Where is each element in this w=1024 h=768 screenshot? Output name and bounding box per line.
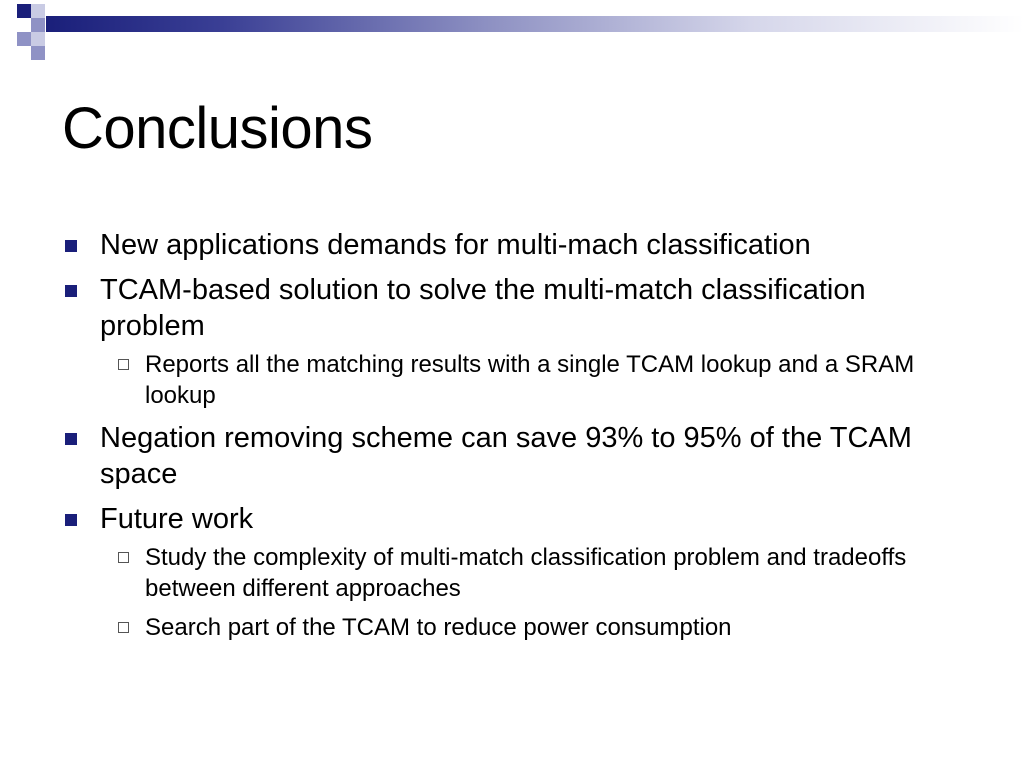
hollow-square-bullet-icon: [118, 622, 129, 633]
decor-square: [31, 18, 45, 32]
bullet-item: [62, 420, 962, 492]
bullet-item: [62, 227, 962, 263]
header-gradient-bar: [46, 16, 1024, 32]
sub-bullet-text: Study the complexity of multi-match classification problem and tradeoffs between different approaches: [145, 544, 907, 602]
sub-bullet-list: [100, 542, 962, 643]
sub-bullet-text: Search part of the TCAM to reduce power consumption: [145, 614, 732, 641]
bullet-item: [62, 272, 962, 411]
sub-bullet-item: [100, 612, 962, 643]
slide-title: Conclusions: [62, 96, 373, 161]
slide-content: [62, 227, 962, 652]
bullet-list: [62, 227, 962, 643]
square-bullet-icon: [65, 514, 77, 526]
sub-bullet-list: [100, 349, 962, 411]
bullet-item: [62, 501, 962, 643]
sub-bullet-item: [100, 542, 962, 604]
decor-square: [31, 46, 45, 60]
sub-bullet-item: [100, 349, 962, 411]
sub-bullet-text: Reports all the matching results with a single TCAM lookup and a SRAM lookup: [145, 351, 915, 409]
hollow-square-bullet-icon: [118, 552, 129, 563]
bullet-text: Future work: [100, 503, 254, 535]
bullet-text: Negation removing scheme can save 93% to 95% of the TCAM space: [100, 422, 912, 490]
decor-square: [17, 4, 31, 18]
bullet-text: TCAM-based solution to solve the multi-match classification problem: [100, 274, 866, 342]
decor-square: [17, 32, 31, 46]
decor-square: [17, 18, 31, 32]
decor-square: [31, 32, 45, 46]
square-bullet-icon: [65, 240, 77, 252]
decor-square: [31, 4, 45, 18]
hollow-square-bullet-icon: [118, 359, 129, 370]
square-bullet-icon: [65, 285, 77, 297]
bullet-text: New applications demands for multi-mach classification: [100, 229, 811, 261]
square-bullet-icon: [65, 433, 77, 445]
